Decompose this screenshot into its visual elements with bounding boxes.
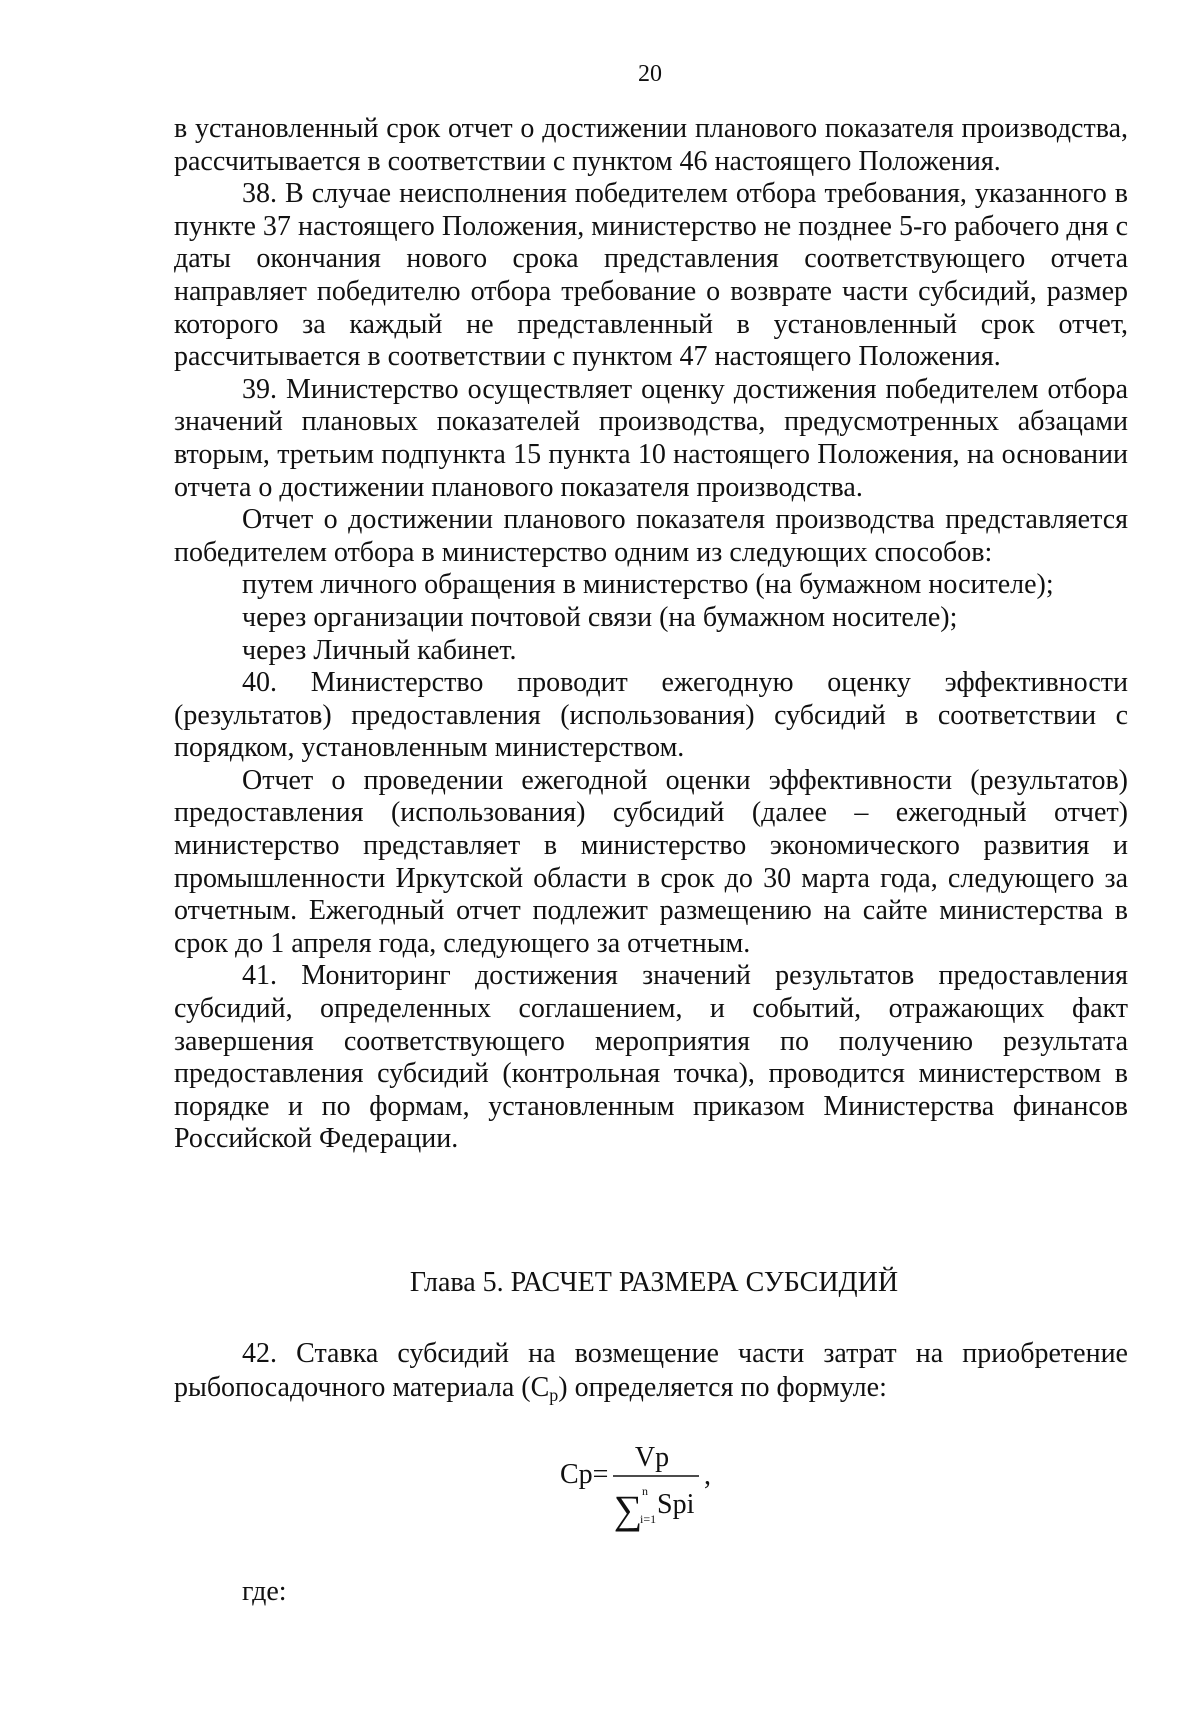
formula-numerator: Vp	[634, 1442, 670, 1473]
paragraph: через организации почтовой связи (на бумажном носителе);	[242, 601, 958, 633]
paragraph: 38. В случае неисполнения победителем отбора требования, указанного в пункте 37 настоящего Положения, министерство не позднее 5-го рабочего дня с даты окончания нового срока представления соответствующего отчета направляет победителю отбора требование о возврате части субсидий, размер которого за каждый не представленный в установленный срок отчет, рассчитывается в соответствии с пунктом 47 настоящего Положения.	[174, 178, 1128, 373]
formula-trailing-comma: ,	[704, 1460, 711, 1491]
paragraph-42-subscript: р	[549, 1385, 559, 1405]
paragraph-42-text-end: ) определяется по формуле:	[558, 1372, 887, 1403]
paragraph-42-text: 42. Ставка субсидий на возмещение части затрат на приобретение рыбопосадочного материала (С	[174, 1338, 1128, 1403]
formula-upper-limit: n	[642, 1484, 648, 1498]
document-body	[174, 113, 1128, 1156]
formula-lower-limit: i=1	[640, 1512, 657, 1526]
paragraph: 40. Министерство проводит ежегодную оценку эффективности (результатов) предоставления (использования) субсидий в соответствии с порядком, установленным министерством.	[174, 667, 1128, 764]
paragraph: Отчет о достижении планового показателя производства представляется победителем отбора в министерство одним из следующих способов:	[174, 504, 1128, 568]
paragraph: Отчет о проведении ежегодной оценки эффективности (результатов) предоставления (использования) субсидий (далее – ежегодный отчет) министерство представляет в министерство экономического развития и промышленности Иркутской области в срок до 30 марта года, следующего за отчетным. Ежегодный отчет подлежит размещению на сайте министерства в срок до 1 апреля года, следующего за отчетным.	[174, 764, 1128, 959]
paragraph: 39. Министерство осуществляет оценку достижения победителем отбора значений плановых показателей производства, предусмотренных абзацами вторым, третьим подпункта 15 пункта 10 настоящего Положения, на основании отчета о достижении планового показателя производства.	[174, 373, 1128, 503]
subsidy-rate-formula	[560, 1442, 760, 1532]
paragraph: в установленный срок отчет о достижении планового показателя производства, рассчитывается в соответствии с пунктом 46 настоящего Положения.	[174, 113, 1128, 177]
paragraph: 41. Мониторинг достижения значений результатов предоставления субсидий, определенных соглашением, и событий, отражающих факт завершения соответствующего мероприятия по получению результата предоставления субсидий (контрольная точка), проводится министерством в порядке и по формам, установленным приказом Министерства финансов Российской Федерации.	[174, 960, 1128, 1155]
chapter-heading: Глава 5. РАСЧЕТ РАЗМЕРА СУБСИДИЙ	[409, 1267, 899, 1298]
paragraph: путем личного обращения в министерство (на бумажном носителе);	[242, 569, 1054, 601]
formula-denominator-term: Spi	[657, 1489, 695, 1520]
paragraph: через Личный кабинет.	[242, 634, 517, 666]
page-number: 20	[638, 61, 662, 87]
where-label: где:	[242, 1576, 287, 1607]
paragraph-42	[174, 1337, 1128, 1405]
formula-lhs: Cp=	[560, 1459, 609, 1490]
formula-sum-symbol: ∑	[613, 1487, 643, 1532]
